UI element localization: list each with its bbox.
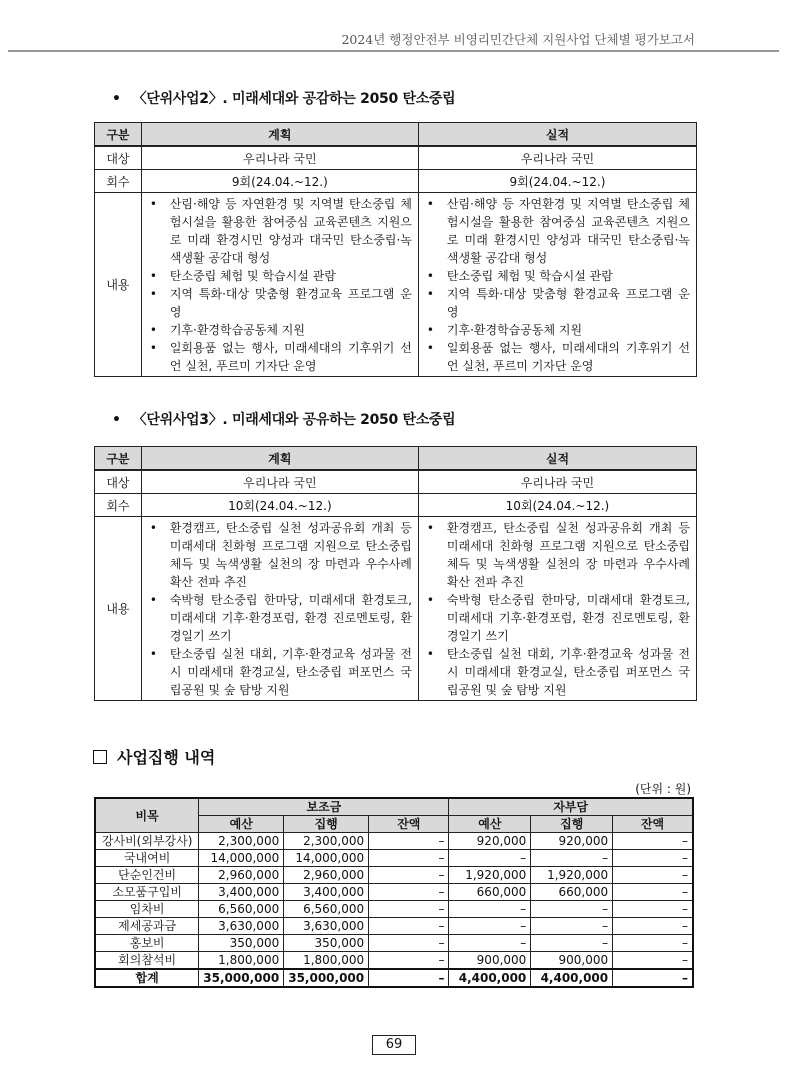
section2-target-plan: 우리나라 국민: [141, 146, 418, 170]
list-item: • 탄소중립 실천 대회, 기후·환경교육 성과물 전시 미래세대 환경교실, 탄소중립 퍼포먼스 국립공원 및 숲 탐방 지원: [150, 645, 412, 699]
budget-section-heading: [93, 745, 215, 768]
section2-result-list: [419, 193, 696, 376]
self-budget: –: [449, 918, 531, 935]
list-item: • 숙박형 탄소중립 한마당, 미래세대 환경토크, 미래세대 기후·환경포럼, 환경 진로멘토링, 환경일기 쓰기: [150, 591, 412, 645]
budget-unit: (단위 : 원): [635, 782, 691, 796]
table-row: [95, 833, 693, 850]
subsidy-budget: 350,000: [199, 935, 284, 952]
section3-content-plan: [141, 517, 418, 701]
self-exec: 1,920,000: [531, 867, 613, 884]
list-item: • 산림·해양 등 자연환경 및 지역별 탄소중립 체험시설을 활용한 참여중심 교육콘텐츠 지원으로 미래 환경시민 양성과 대국민 탄소중립·녹색생활 공감대 형성: [427, 195, 690, 267]
section3-count-row: [95, 494, 697, 517]
section2-count-plan: 9회(24.04.~12.): [141, 170, 418, 193]
self-budget: –: [449, 901, 531, 918]
subsidy-budget: 1,800,000: [199, 952, 284, 970]
budget-title: 사업집행 내역: [117, 748, 216, 767]
page-number: 69: [372, 1035, 416, 1055]
subsidy-exec: 3,400,000: [284, 884, 369, 901]
table-row: [95, 850, 693, 867]
section3-content-result: [418, 517, 696, 701]
section2-head-result: 실적: [418, 123, 696, 147]
section2-content-row: [95, 193, 697, 377]
section2-count-result: 9회(24.04.~12.): [418, 170, 696, 193]
section3-plan-list: [142, 517, 418, 700]
subsidy-budget: 6,560,000: [199, 901, 284, 918]
list-item: • 지역 특화·대상 맞춤형 환경교육 프로그램 운영: [427, 285, 690, 321]
budget-item-name: 국내여비: [95, 850, 199, 867]
budget-head-self: 자부담: [449, 798, 693, 816]
self-exec: 660,000: [531, 884, 613, 901]
list-item: • 탄소중립 실천 대회, 기후·환경교육 성과물 전시 미래세대 환경교실, 탄소중립 퍼포먼스 국립공원 및 숲 탐방 지원: [427, 645, 690, 699]
list-item: • 산림·해양 등 자연환경 및 지역별 탄소중립 체험시설을 활용한 참여중심 교육콘텐츠 지원으로 미래 환경시민 양성과 대국민 탄소중립·녹색생활 공감대 형성: [150, 195, 412, 267]
subsidy-exec: 1,800,000: [284, 952, 369, 970]
budget-item-name: 단순인건비: [95, 867, 199, 884]
list-item: • 숙박형 탄소중립 한마당, 미래세대 환경토크, 미래세대 기후·환경포럼, 환경 진로멘토링, 환경일기 쓰기: [427, 591, 690, 645]
self-budget: –: [449, 850, 531, 867]
self-balance: –: [613, 884, 693, 901]
subsidy-budget: 3,630,000: [199, 918, 284, 935]
total-subsidy-exec: 35,000,000: [284, 969, 369, 987]
self-budget: 920,000: [449, 833, 531, 850]
self-budget: –: [449, 935, 531, 952]
section3-header-row: [95, 447, 697, 471]
self-balance: –: [613, 833, 693, 850]
budget-item-name: 홍보비: [95, 935, 199, 952]
budget-total-row: [95, 969, 693, 987]
self-balance: –: [613, 918, 693, 935]
section3-target-result: 우리나라 국민: [418, 470, 696, 494]
subsidy-exec: 6,560,000: [284, 901, 369, 918]
list-item: • 지역 특화·대상 맞춤형 환경교육 프로그램 운영: [150, 285, 412, 321]
section2-content-plan: [141, 193, 418, 377]
section2-plan-list: [142, 193, 418, 376]
section3-target-plan: 우리나라 국민: [141, 470, 418, 494]
section3-head-cat: 구분: [95, 447, 142, 471]
self-balance: –: [613, 901, 693, 918]
subsidy-exec: 14,000,000: [284, 850, 369, 867]
budget-item-name: 회의참석비: [95, 952, 199, 970]
subsidy-exec: 2,300,000: [284, 833, 369, 850]
section2-target-label: 대상: [95, 146, 142, 170]
self-balance: –: [613, 952, 693, 970]
section2-content-label: 내용: [95, 193, 142, 377]
total-self-exec: 4,400,000: [531, 969, 613, 987]
self-balance: –: [613, 867, 693, 884]
budget-item-name: 강사비(외부강사): [95, 833, 199, 850]
list-item: • 일회용품 없는 행사, 미래세대의 기후위기 선언 실천, 푸르미 기자단 운영: [150, 339, 412, 375]
section2-header-row: [95, 123, 697, 147]
subsidy-balance: –: [369, 884, 449, 901]
self-budget: 660,000: [449, 884, 531, 901]
list-item: • 기후·환경학습공동체 지원: [150, 321, 412, 339]
section3-count-result: 10회(24.04.~12.): [418, 494, 696, 517]
section2-count-row: [95, 170, 697, 193]
section3-result-list: [419, 517, 696, 700]
square-bullet-icon: [93, 750, 107, 764]
section3-target-label: 대상: [95, 470, 142, 494]
subsidy-exec: 3,630,000: [284, 918, 369, 935]
subsidy-balance: –: [369, 850, 449, 867]
budget-head-subsidy: 보조금: [199, 798, 449, 816]
budget-item-name: 소모품구입비: [95, 884, 199, 901]
budget-head-s-balance: 잔액: [369, 816, 449, 833]
budget-total-label: 합계: [95, 969, 199, 987]
section3-head-result: 실적: [418, 447, 696, 471]
list-item: • 일회용품 없는 행사, 미래세대의 기후위기 선언 실천, 푸르미 기자단 운영: [427, 339, 690, 375]
subsidy-balance: –: [369, 918, 449, 935]
table-row: [95, 918, 693, 935]
section2-title: [112, 88, 455, 108]
list-item: • 기후·환경학습공동체 지원: [427, 321, 690, 339]
section3-title-text: 〈단위사업3〉. 미래세대와 공유하는 2050 탄소중립: [132, 412, 456, 428]
section2-table: [94, 122, 697, 377]
budget-table: [94, 797, 694, 988]
section3-count-plan: 10회(24.04.~12.): [141, 494, 418, 517]
subsidy-balance: –: [369, 952, 449, 970]
self-exec: –: [531, 901, 613, 918]
section3-head-plan: 계획: [141, 447, 418, 471]
budget-item-name: 임차비: [95, 901, 199, 918]
subsidy-balance: –: [369, 935, 449, 952]
section2-count-label: 회수: [95, 170, 142, 193]
table-row: [95, 935, 693, 952]
self-balance: –: [613, 850, 693, 867]
subsidy-budget: 14,000,000: [199, 850, 284, 867]
total-self-budget: 4,400,000: [449, 969, 531, 987]
section3-content-row: [95, 517, 697, 701]
report-header-title: 2024년 행정안전부 비영리민간단체 지원사업 단체별 평가보고서: [341, 32, 695, 47]
section2-target-row: [95, 146, 697, 170]
section3-count-label: 회수: [95, 494, 142, 517]
section3-title: [112, 409, 455, 429]
section2-title-text: 〈단위사업2〉. 미래세대와 공감하는 2050 탄소중립: [132, 91, 456, 107]
subsidy-budget: 3,400,000: [199, 884, 284, 901]
section3-target-row: [95, 470, 697, 494]
self-exec: –: [531, 918, 613, 935]
table-row: [95, 901, 693, 918]
list-item: • 환경캠프, 탄소중립 실천 성과공유회 개최 등 미래세대 친화형 프로그램 지원으로 탄소중립 체득 및 녹색생활 실천의 장 마련과 우수사례 확산 전파 추진: [427, 519, 690, 591]
self-exec: 920,000: [531, 833, 613, 850]
self-exec: –: [531, 850, 613, 867]
section2-head-plan: 계획: [141, 123, 418, 147]
header-divider: [8, 50, 779, 52]
budget-head-o-balance: 잔액: [613, 816, 693, 833]
self-budget: 1,920,000: [449, 867, 531, 884]
budget-head-item: 비목: [95, 798, 199, 833]
subsidy-balance: –: [369, 901, 449, 918]
list-item: • 환경캠프, 탄소중립 실천 성과공유회 개최 등 미래세대 친화형 프로그램 지원으로 탄소중립 체득 및 녹색생활 실천의 장 마련과 우수사례 확산 전파 추진: [150, 519, 412, 591]
budget-head-o-budget: 예산: [449, 816, 531, 833]
table-row: [95, 867, 693, 884]
section2-content-result: [418, 193, 696, 377]
list-item: • 탄소중립 체험 및 학습시설 관람: [427, 267, 690, 285]
subsidy-balance: –: [369, 867, 449, 884]
table-row: [95, 952, 693, 970]
total-subsidy-budget: 35,000,000: [199, 969, 284, 987]
self-budget: 900,000: [449, 952, 531, 970]
self-exec: –: [531, 935, 613, 952]
subsidy-budget: 2,960,000: [199, 867, 284, 884]
section2-bullet: •: [112, 91, 121, 107]
total-subsidy-balance: –: [369, 969, 449, 987]
total-self-balance: –: [613, 969, 693, 987]
section2-head-cat: 구분: [95, 123, 142, 147]
table-row: [95, 884, 693, 901]
budget-head-s-exec: 집행: [284, 816, 369, 833]
self-balance: –: [613, 935, 693, 952]
subsidy-exec: 350,000: [284, 935, 369, 952]
section3-content-label: 내용: [95, 517, 142, 701]
subsidy-balance: –: [369, 833, 449, 850]
budget-item-name: 제세공과금: [95, 918, 199, 935]
list-item: • 탄소중립 체험 및 학습시설 관람: [150, 267, 412, 285]
budget-header-row-1: [95, 798, 693, 816]
section3-table: [94, 446, 697, 701]
self-exec: 900,000: [531, 952, 613, 970]
subsidy-budget: 2,300,000: [199, 833, 284, 850]
section2-target-result: 우리나라 국민: [418, 146, 696, 170]
section3-bullet: •: [112, 412, 121, 428]
subsidy-exec: 2,960,000: [284, 867, 369, 884]
budget-head-s-budget: 예산: [199, 816, 284, 833]
budget-head-o-exec: 집행: [531, 816, 613, 833]
